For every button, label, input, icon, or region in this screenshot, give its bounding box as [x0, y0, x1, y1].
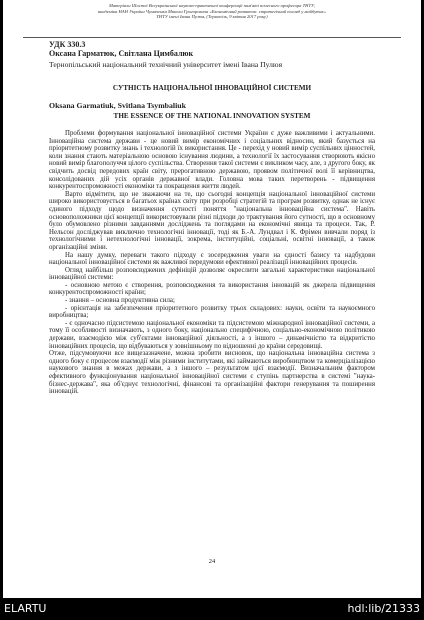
viewer-footer-bar — [0, 598, 424, 620]
body-paragraph: Отже, підсумовуючи все вищезазначене, можна зробити висновок, що національна інноваційна система з одного боку є процесом взаємодії між різними інститутами, які займаються виробництвом та комерціалізацією наукового знання в межах держави, а з іншого – результатом цієї взаємодії. Визначальним фактором ефективного функціонування національної інноваційної системи є ступінь партнерства в системі "наука-бізнес-держава", яка об'єднує технологічні, фінансові та організаційні фактори генерування та поширення інновацій. — [49, 350, 375, 396]
handle-identifier: hdl:lib/21333 — [347, 602, 420, 615]
list-item: - є одночасно підсистемою національної економіки та підсистемою міжнародної інноваційної системи, а тому її особливості визначають, з одного боку, національно специфічною, соціально-економічною політикою держави, взаємодією між суб'єктами інноваційної діяльності, а з іншого – динамічністю та відкритістю інноваційних процесів, що відбуваються у зовнішньому по відношенні до країни середовищі. — [49, 319, 375, 350]
page-number: 24 — [208, 558, 216, 565]
body-paragraph: Проблеми формування національної інноваційної системи України є дуже важливими і актуальними. Інноваційна система держави - це новий вимір економічних і соціальних відносин, який базується на пріоритетному розвитку знань і технологій їх використання. Це - перехід у новий вимір суспільних цінностей, коли знання стають матеріальною основою існування людини, а технології їх застосування створюють якісно новий вимір благополуччя цілого суспільства. Створення такої системи є викликом часу, але, з другого боку, як свідчить досвід передових країн світу, прерогативною державою, проявом політичної волі її керівництва, консолідованих дій усіх органів державної влади. Головна мова таких перетворень - підвищення конкурентоспроможності економіки та покращення життя людей. — [49, 130, 375, 191]
header-line: академіка НАН України Чумаченка Миколи Григоровича «Економічний розвиток: стратегічний погляд у майбутнє» — [97, 8, 327, 14]
authors-ukrainian: Оксана Гарматюк, Світлана Цимбалюк — [49, 49, 194, 58]
list-item: - основною метою є створення, розповсюдження та використання інновацій як джерела підвищення конкурентоспроможності країни; — [49, 281, 375, 297]
header-divider — [23, 37, 401, 38]
list-item: - знання – основна продуктивна сила; — [65, 297, 175, 305]
article-body — [49, 130, 375, 396]
header-line: Матеріали Шостої Всеукраїнської науково-практичної конференції пам'яті почесного професора ТНТУ, — [108, 3, 316, 8]
conference-header — [23, 3, 401, 20]
udk-code: УДК 330.3 — [49, 40, 86, 49]
document-page — [3, 0, 421, 598]
body-paragraph: На нашу думку, переваги такого підходу є зосередження уваги на єдності базису та надбудови національної інноваційної системи як важливої передумови ефективної реалізації інноваційних процесів. — [49, 251, 375, 267]
title-ukrainian: СУТНІСТЬ НАЦІОНАЛЬНОЇ ІННОВАЦІЙНОЇ СИСТЕМИ — [112, 84, 312, 92]
title-english: THE ESSENCE OF THE NATIONAL INNOVATION SYSTEM — [113, 112, 311, 120]
authors-english: Oksana Garmatiuk, Svitlana Tsymbaliuk — [49, 101, 186, 110]
body-paragraph: Огляд найбільш розповсюджених дефініцій дозволяє окреслити загальні характеристики національної інноваційної системи: — [49, 266, 375, 282]
body-paragraph: Варто відмітити, що не зважаючи на те, що сьогодні концепція національної інноваційної системи широко використовується в багатьох країнах світу при розробці стратегій та програм розвитку, однак не існує єдиного підходу щодо визначення сутності поняття "національна інноваційна система". Навіть основоположники цієї концепції використовували різні підходи до трактування його сутності, що в основному було обумовлено різними завданнями досліджень та поглядами на економічні явища та процеси. Так, Р. Нельсон досліджував виключно технологічні інновації, тоді як Б.-А. Лундвал і К. Фрімен вивчали поряд із технологічними і нетехнологічні інновації, зокрема, інституційні, соціальні, освітні інновації, а також організаційні зміни. — [49, 190, 375, 251]
affiliation: Тернопільський національний технічний університет імені Івана Пулюя — [49, 60, 283, 69]
repository-name: ELARTU — [4, 602, 47, 615]
header-line: ТНТУ імені Івана Пулюя, (Тернопіль, 9 квітня 2017 року) — [156, 14, 268, 20]
list-item: - орієнтація на забезпечення пріоритетного розвитку трьох складових: науки, освіти та наукоємного виробництва; — [49, 304, 375, 320]
